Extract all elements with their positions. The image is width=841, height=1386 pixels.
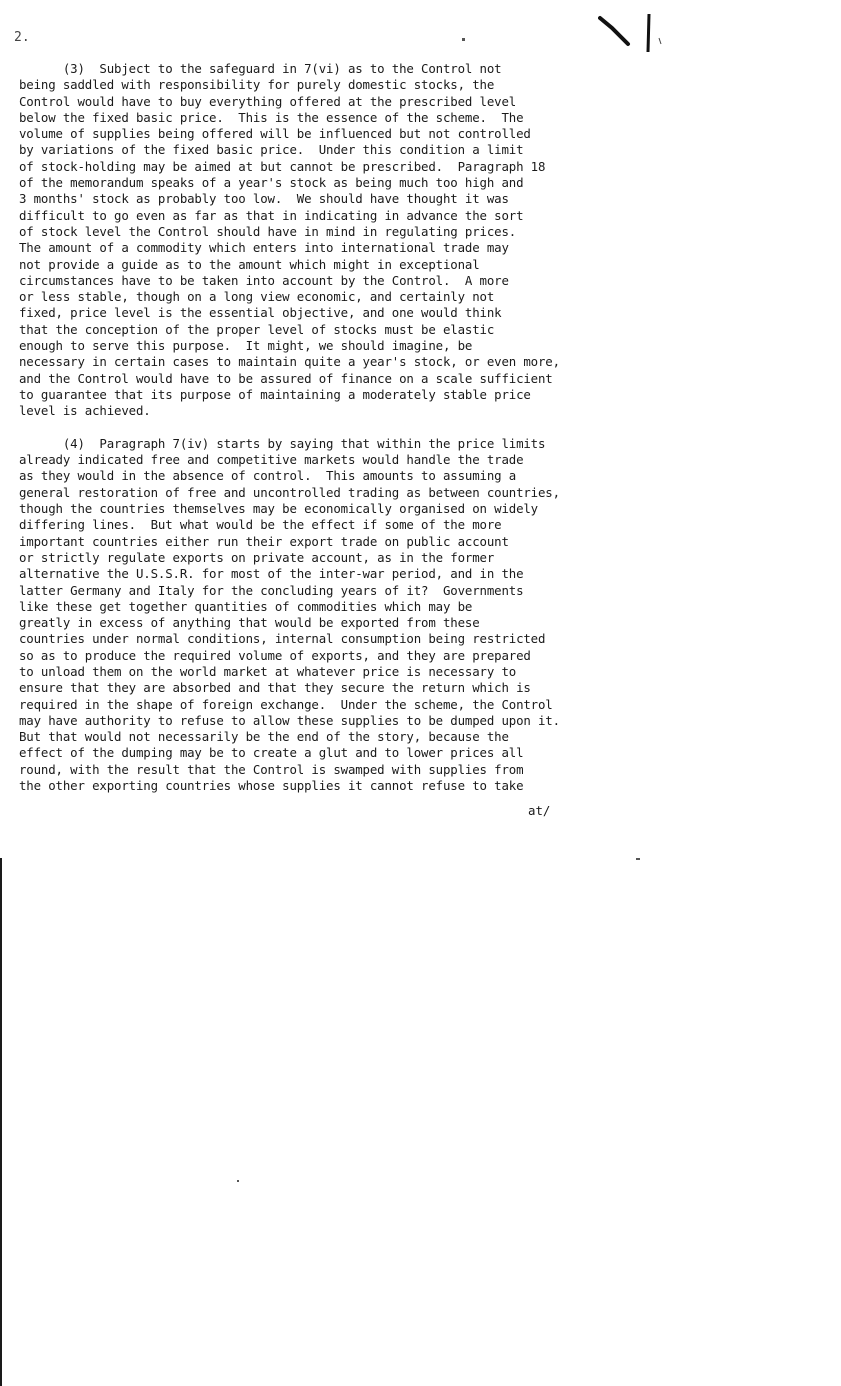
- text-line: by variations of the fixed basic price. Under this condition a limit: [19, 142, 524, 158]
- catchword: at/: [528, 803, 551, 818]
- text-line: or strictly regulate exports on private account, as in the former: [19, 549, 495, 565]
- text-line: as they would in the absence of control. This amounts to assuming a: [19, 468, 517, 484]
- text-line: not provide a guide as to the amount which might in exceptional: [19, 256, 480, 272]
- text-line: or less stable, though on a long view economic, and certainly not: [19, 289, 495, 305]
- paragraph-4: [19, 436, 639, 795]
- text-line: (4) Paragraph 7(iv) starts by saying that within the price limits: [19, 435, 546, 451]
- text-line: important countries either run their export trade on public account: [19, 533, 509, 549]
- scan-edge-divider: [0, 858, 2, 1386]
- text-line: enough to serve this purpose. It might, we should imagine, be: [19, 338, 473, 354]
- text-line: alternative the U.S.S.R. for most of the inter-war period, and in the: [19, 566, 524, 582]
- paragraph-3: [19, 61, 639, 420]
- text-line: and the Control would have to be assured of finance on a scale sufficient: [19, 370, 553, 386]
- text-line: fixed, price level is the essential objective, and one would think: [19, 305, 502, 321]
- pen-mark-icon: [598, 14, 668, 54]
- text-line: of stock level the Control should have in mind in regulating prices.: [19, 223, 517, 239]
- text-line: necessary in certain cases to maintain quite a year's stock, or even more,: [19, 354, 560, 370]
- text-line: level is achieved.: [19, 403, 151, 419]
- text-line: being saddled with responsibility for purely domestic stocks, the: [19, 77, 495, 93]
- text-line: circumstances have to be taken into account by the Control. A more: [19, 272, 509, 288]
- text-line: difficult to go even as far as that in indicating in advance the sort: [19, 207, 524, 223]
- text-line: of the memorandum speaks of a year's stock as being much too high and: [19, 175, 524, 191]
- text-line: The amount of a commodity which enters into international trade may: [19, 240, 509, 256]
- text-line: ensure that they are absorbed and that they secure the return which is: [19, 680, 531, 696]
- document-body: [19, 61, 639, 794]
- text-line: 3 months' stock as probably too low. We should have thought it was: [19, 191, 509, 207]
- scan-speck: [237, 1180, 239, 1182]
- text-line: already indicated free and competitive markets would handle the trade: [19, 452, 524, 468]
- text-line: Control would have to buy everything offered at the prescribed level: [19, 93, 517, 109]
- scan-speck: [636, 858, 640, 860]
- text-line: differing lines. But what would be the effect if some of the more: [19, 517, 502, 533]
- text-line: volume of supplies being offered will be influenced but not controlled: [19, 126, 531, 142]
- text-line: greatly in excess of anything that would be exported from these: [19, 615, 480, 631]
- text-line: effect of the dumping may be to create a glut and to lower prices all: [19, 745, 524, 761]
- text-line: latter Germany and Italy for the concluding years of it? Governments: [19, 582, 524, 598]
- text-line: so as to produce the required volume of exports, and they are prepared: [19, 647, 531, 663]
- text-line: general restoration of free and uncontrolled trading as between countries,: [19, 484, 560, 500]
- text-line: may have authority to refuse to allow these supplies to be dumped upon it.: [19, 712, 560, 728]
- text-line: the other exporting countries whose supplies it cannot refuse to take: [19, 778, 524, 794]
- text-line: countries under normal conditions, internal consumption being restricted: [19, 631, 546, 647]
- text-line: (3) Subject to the safeguard in 7(vi) as to the Control not: [19, 61, 502, 76]
- text-line: below the fixed basic price. This is the essence of the scheme. The: [19, 109, 524, 125]
- text-line: of stock-holding may be aimed at but cannot be prescribed. Paragraph 18: [19, 158, 546, 174]
- text-line: But that would not necessarily be the end of the story, because the: [19, 729, 509, 745]
- text-line: though the countries themselves may be economically organised on widely: [19, 501, 538, 517]
- text-line: to guarantee that its purpose of maintaining a moderately stable price: [19, 386, 531, 402]
- text-line: required in the shape of foreign exchange. Under the scheme, the Control: [19, 696, 553, 712]
- text-line: round, with the result that the Control is swamped with supplies from: [19, 761, 524, 777]
- text-line: to unload them on the world market at whatever price is necessary to: [19, 663, 517, 679]
- page-number-mark: 2.: [14, 30, 30, 45]
- scan-speck: [462, 38, 465, 41]
- text-line: like these get together quantities of commodities which may be: [19, 598, 473, 614]
- text-line: that the conception of the proper level of stocks must be elastic: [19, 321, 495, 337]
